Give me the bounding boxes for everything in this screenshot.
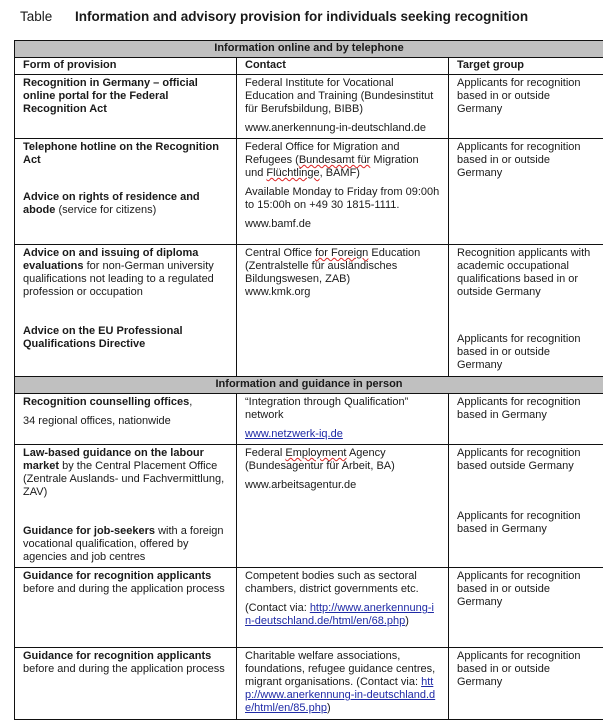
- spellcheck-flagged-text: Employment: [285, 447, 347, 459]
- contact-via-close: ): [326, 702, 331, 714]
- table-row: [15, 139, 603, 245]
- contact-cell: [237, 75, 449, 139]
- provision-title: Recognition in Germany – official online portal for the Federal Recognition Act: [23, 77, 198, 115]
- contact-text: [245, 447, 440, 473]
- target-cell: [449, 75, 603, 139]
- provision-title-bold: Guidance for recognition applicants: [23, 650, 212, 662]
- provision-description: with a foreign vocational qualification, offered by agencies and job centres: [23, 525, 224, 563]
- contact-url: www.kmk.org: [245, 286, 311, 298]
- provision-title-punct: ,: [189, 396, 193, 408]
- target-cell: [449, 139, 603, 245]
- contact-link[interactable]: www.netzwerk-iq.de: [245, 428, 343, 440]
- target-cell: [449, 445, 603, 568]
- contact-via-label: (Contact via:: [245, 602, 310, 614]
- contact-text-part: , BAMF): [319, 167, 360, 179]
- contact-cell: [237, 245, 449, 377]
- provision-subitem-note: (service for citizens): [55, 204, 157, 216]
- spellcheck-flagged-text: Bundesamt für: [298, 154, 371, 166]
- section-header-row: [15, 377, 603, 394]
- target-text: Applicants for recognition based outside Germany: [457, 447, 581, 472]
- provision-subtext: 34 regional offices, nationwide: [23, 415, 171, 427]
- provision-description: for non-German university qualifications not leading to a regulated profession or occupation: [23, 260, 214, 298]
- target-cell: [449, 245, 603, 377]
- provision-title-bold: Law-based guidance on the labour market: [23, 447, 204, 472]
- provision-subitem: [23, 191, 228, 217]
- contact-cell: [237, 394, 449, 445]
- table-caption: [20, 9, 528, 24]
- provision-description: before and during the application process: [23, 663, 225, 675]
- contact-via: [245, 602, 440, 628]
- provision-description: before and during the application process: [23, 583, 225, 595]
- target-text: Recognition applicants with academic occupational qualifications based in or outside Germany: [457, 247, 591, 298]
- contact-cell: [237, 139, 449, 245]
- contact-text-part: Agency (Bundesagentur für Arbeit, BA): [245, 447, 395, 472]
- provision-subitem-title: Guidance for job-seekers: [23, 525, 156, 537]
- provision-title-bold: Guidance for recognition applicants: [23, 570, 212, 582]
- target-text: Applicants for recognition based in or outside Germany: [457, 77, 581, 115]
- target-text: Applicants for recognition based in or outside Germany: [457, 141, 581, 179]
- contact-cell: [237, 648, 449, 720]
- provision-description: by the Central Placement Office (Zentrale Auslands- und Fachvermittlung, ZAV): [23, 460, 225, 498]
- contact-text-part: Education (Zentralstelle für ausländisches Bildungswesen, ZAB): [245, 247, 421, 285]
- table-row: [15, 75, 603, 139]
- caption-title: Information and advisory provision for individuals seeking recognition: [75, 9, 529, 24]
- contact-link[interactable]: http://www.anerkennung-in-deutschland.de/html/en/68.php: [245, 602, 434, 627]
- provision-subitem-title: Advice on rights of residence and abode: [23, 191, 200, 216]
- section-title: Information and guidance in person: [15, 377, 603, 394]
- table-row: [15, 394, 603, 445]
- table-row: [15, 245, 603, 377]
- contact-link[interactable]: http://www.anerkennung-in-deutschland.de/html/en/85.php: [245, 676, 436, 714]
- contact-text-part: Federal Office for Migration and Refugees (: [245, 141, 400, 166]
- column-header-contact: Contact: [237, 58, 449, 75]
- table-row: [15, 445, 603, 568]
- provision-title: [23, 650, 228, 676]
- target-cell: [449, 568, 603, 648]
- target-text: Applicants for recognition based in or outside Germany: [457, 570, 581, 608]
- column-header-target-group: Target group: [449, 58, 603, 75]
- provision-title: [23, 447, 228, 499]
- column-header-form-of-provision: Form of provision: [15, 58, 237, 75]
- caption-label: Table: [20, 9, 53, 24]
- target-text: Applicants for recognition based in or outside Germany: [457, 650, 581, 688]
- contact-cell: [237, 568, 449, 648]
- contact-text: “Integration through Qualification” network: [245, 396, 409, 421]
- target-text: Applicants for recognition based in or outside Germany: [457, 333, 581, 371]
- spellcheck-flagged-text: for Foreign: [315, 247, 369, 259]
- contact-url: www.anerkennung-in-deutschland.de: [245, 122, 427, 134]
- contact-cell: [237, 445, 449, 568]
- contact-text: [245, 141, 440, 180]
- provision-title-bold: Recognition counselling offices: [23, 396, 190, 408]
- provision-title: [23, 570, 228, 596]
- advisory-provision-table: [14, 40, 603, 720]
- provision-cell: [15, 568, 237, 648]
- provision-cell: [15, 394, 237, 445]
- contact-url: www.bamf.de: [245, 218, 312, 230]
- contact-text: Competent bodies such as sectoral chambers, district governments etc.: [245, 570, 419, 595]
- contact-text: [245, 247, 440, 286]
- contact-text: [245, 650, 440, 715]
- provision-cell: [15, 75, 237, 139]
- target-cell: [449, 648, 603, 720]
- provision-cell: [15, 648, 237, 720]
- target-text: Applicants for recognition based in Germany: [457, 510, 581, 535]
- contact-via-close: ): [405, 615, 409, 627]
- spellcheck-flagged-text: Flüchtlinge: [266, 167, 320, 179]
- provision-cell: [15, 245, 237, 377]
- contact-text-part: Central Office: [245, 247, 316, 259]
- column-header-row: [15, 58, 603, 75]
- provision-title: Telephone hotline on the Recognition Act: [23, 141, 219, 166]
- provision-subitem-title: Advice on the EU Professional Qualifications Directive: [23, 325, 183, 350]
- hotline-hours: Available Monday to Friday from 09:00h to 15:00h on +49 30 1815-1111.: [245, 186, 440, 211]
- provision-cell: [15, 445, 237, 568]
- target-text: Applicants for recognition based in Germany: [457, 396, 581, 421]
- provision-title: [23, 247, 228, 299]
- contact-url: www.arbeitsagentur.de: [245, 479, 357, 491]
- provision-title-bold: Advice on and issuing of diploma evaluations: [23, 247, 199, 272]
- target-cell: [449, 394, 603, 445]
- section-header-row: [15, 41, 603, 58]
- contact-text-part: Federal: [245, 447, 286, 459]
- provision-cell: [15, 139, 237, 245]
- section-title: Information online and by telephone: [15, 41, 603, 58]
- table-row: [15, 648, 603, 720]
- provision-title: [23, 396, 228, 409]
- contact-text-part: Migration und: [245, 154, 419, 179]
- contact-text: Federal Institute for Vocational Education and Training (Bundesinstitut für Berufsbildung, BIBB): [245, 77, 434, 115]
- provision-subitem: [23, 525, 228, 564]
- table-row: [15, 568, 603, 648]
- contact-text-part: Charitable welfare associations, foundations, refugee guidance centres, migrant organisations. (Contact via:: [245, 650, 436, 688]
